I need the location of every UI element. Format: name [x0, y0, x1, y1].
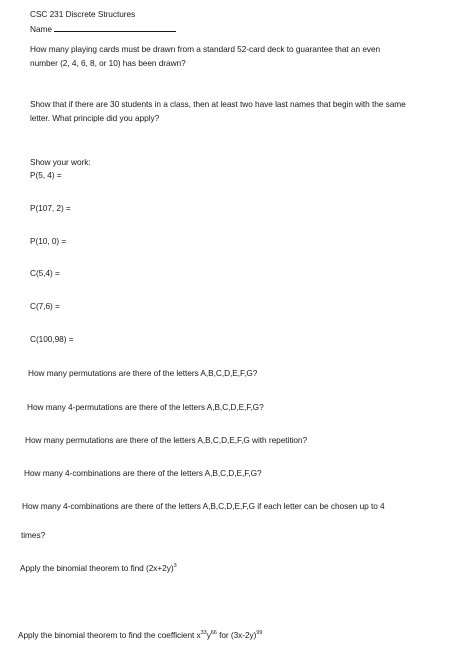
question-2-line-1: Show that if there are 30 students in a class, then at least two have last names that begin with the same — [30, 99, 406, 109]
combination-c-7-6: C(7,6) = — [30, 301, 60, 311]
question-2-line-2: letter. What principle did you apply? — [30, 113, 160, 123]
combinations-repetition-line-2: times? — [21, 530, 46, 540]
binomial-expansion-text: Apply the binomial theorem to find (2x+2y) — [20, 563, 174, 573]
four-combinations-question: How many 4-combinations are there of the letters A,B,C,D,E,F,G? — [24, 468, 262, 478]
binomial-exponent: 3 — [173, 563, 177, 570]
course-title: CSC 231 Discrete Structures — [30, 9, 136, 19]
permutation-p-107-2: P(107, 2) = — [30, 203, 71, 213]
question-1-line-2: number (2, 4, 6, 8, or 10) has been drawn? — [30, 58, 186, 68]
binomial-coefficient-tail: for (3x-2y) — [216, 630, 257, 640]
name-blank[interactable] — [54, 23, 176, 32]
binomial-coefficient-text: Apply the binomial theorem to find the coefficient x — [18, 630, 201, 640]
combinations-repetition-line-1: How many 4-combinations are there of the letters A,B,C,D,E,F,G if each letter can be chosen up to 4 — [22, 501, 385, 511]
binomial-coefficient-question — [18, 630, 262, 641]
permutations-repetition-question: How many permutations are there of the letters A,B,C,D,E,F,G with repetition? — [25, 435, 308, 445]
combination-c-100-98: C(100,98) = — [30, 334, 74, 344]
y-exponent: 66 — [210, 630, 217, 637]
combination-c-5-4: C(5,4) = — [30, 268, 60, 278]
x-exponent: 33 — [200, 630, 207, 637]
binomial-expansion-question — [20, 563, 177, 574]
name-line — [30, 23, 176, 35]
show-work-label: Show your work: — [30, 157, 91, 167]
y-variable: y — [206, 630, 211, 640]
binomial-power: 99 — [256, 630, 263, 637]
question-1-line-1: How many playing cards must be drawn from a standard 52-card deck to guarantee that an even — [30, 44, 381, 54]
permutation-p-10-0: P(10, 0) = — [30, 236, 67, 246]
permutation-p-5-4: P(5, 4) = — [30, 170, 62, 180]
four-permutations-question: How many 4-permutations are there of the letters A,B,C,D,E,F,G? — [27, 402, 264, 412]
permutations-question: How many permutations are there of the letters A,B,C,D,E,F,G? — [28, 368, 258, 378]
name-label: Name — [30, 24, 52, 34]
